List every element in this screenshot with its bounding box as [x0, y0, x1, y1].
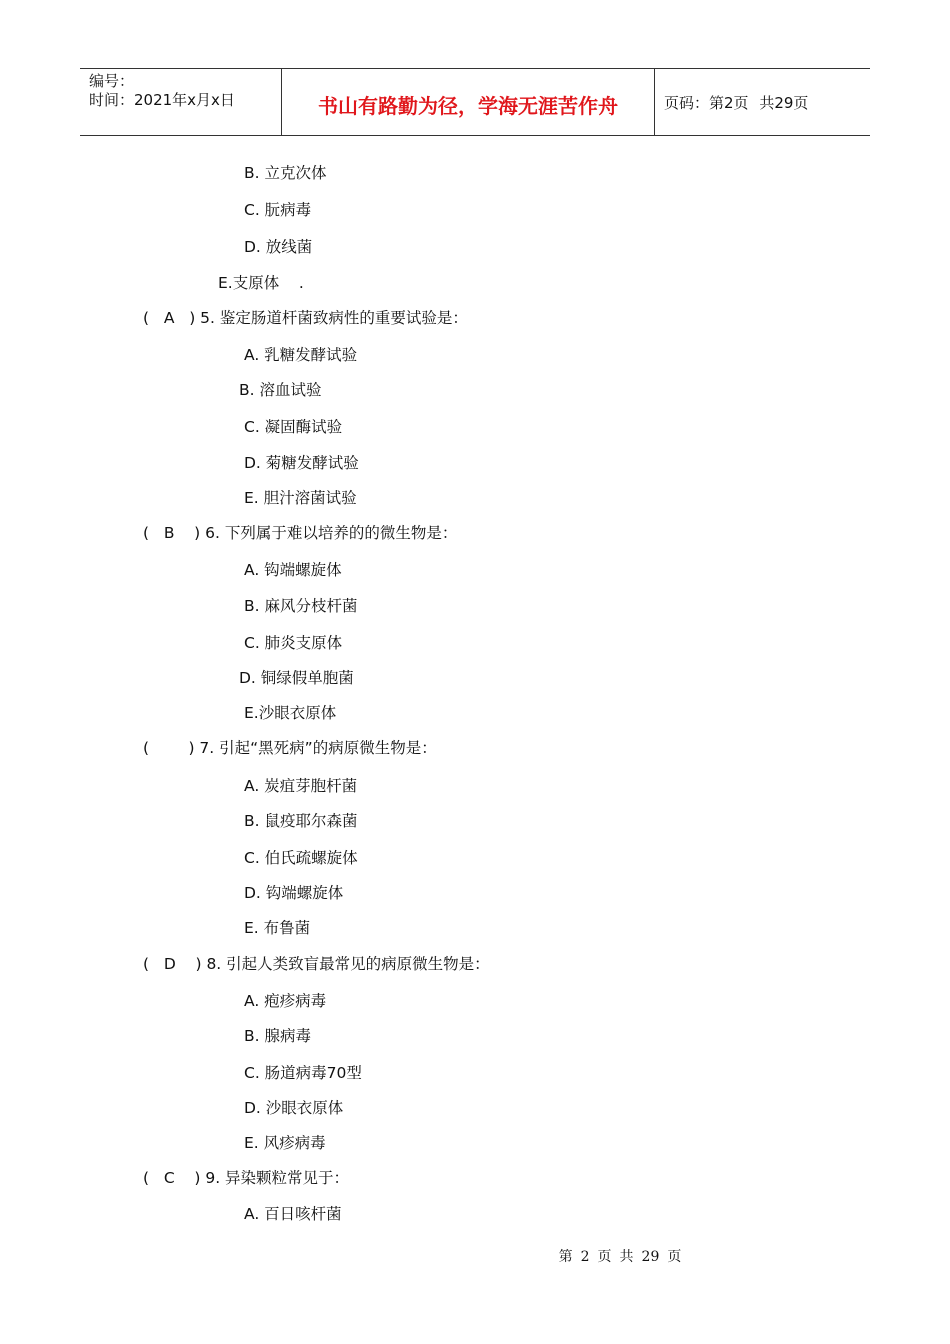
answer-option: D. 沙眼衣原体 — [244, 1099, 344, 1117]
answer-option: A. 疱疹病毒 — [244, 992, 327, 1010]
question-stem: ( D ) 8. 引起人类致盲最常见的病原微生物是： — [143, 955, 490, 973]
answer-option: D. 菊糖发酵试验 — [244, 454, 359, 472]
question-stem: ( C ) 9. 异染颗粒常见于： — [143, 1169, 350, 1187]
answer-option: B. 溶血试验 — [239, 381, 322, 399]
question-stem: ( B ) 6. 下列属于难以培养的的微生物是： — [143, 524, 458, 542]
footer-ye: 页 — [597, 1249, 612, 1265]
answer-option: B. 腺病毒 — [244, 1027, 311, 1045]
answer-option: D. 铜绿假单胞菌 — [239, 669, 354, 687]
question-stem: ( ) 7. 引起“黑死病”的病原微生物是： — [143, 739, 437, 757]
footer-total-pages: 29 — [641, 1249, 660, 1265]
answer-option: C. 肺炎支原体 — [244, 634, 343, 652]
answer-option: A. 百日咳杆菌 — [244, 1205, 342, 1223]
answer-option: E. 布鲁菌 — [244, 919, 311, 937]
question-stem: ( A ) 5. 鉴定肠道杆菌致病性的重要试验是： — [143, 309, 468, 327]
answer-option: C. 伯氏疏螺旋体 — [244, 849, 358, 867]
footer-page-number: 2 — [580, 1249, 590, 1265]
answer-option: C. 朊病毒 — [244, 201, 312, 219]
answer-option: C. 凝固酶试验 — [244, 418, 343, 436]
page-footer — [0, 1246, 950, 1266]
answer-option: A. 钩端螺旋体 — [244, 561, 342, 579]
answer-option: C. 肠道病毒70型 — [244, 1064, 362, 1082]
document-time-label: 时间：2021年x月x日 — [89, 91, 235, 109]
answer-option: A. 炭疽芽胞杆菌 — [244, 777, 358, 795]
answer-option: E.沙眼衣原体 — [244, 704, 337, 722]
footer-gong: 共 — [619, 1249, 634, 1265]
page-header — [80, 68, 870, 136]
answer-option: D. 钩端螺旋体 — [244, 884, 344, 902]
answer-option: D. 放线菌 — [244, 238, 313, 256]
document-number-label: 编号： — [89, 72, 135, 90]
answer-option: A. 乳糖发酵试验 — [244, 346, 358, 364]
answer-option: E. 风疹病毒 — [244, 1134, 326, 1152]
footer-di: 第 — [558, 1249, 573, 1265]
footer-ye2: 页 — [667, 1249, 682, 1265]
answer-option: B. 立克次体 — [244, 164, 327, 182]
header-page-label: 页码：第2页 — [664, 94, 749, 112]
header-page-info — [655, 69, 870, 135]
header-left-cell — [80, 69, 282, 135]
answer-option: B. 鼠疫耶尔森菌 — [244, 812, 358, 830]
answer-option: B. 麻风分枝杆菌 — [244, 597, 358, 615]
answer-option: E.支原体 . — [218, 274, 304, 292]
answer-option: E. 胆汁溶菌试验 — [244, 489, 357, 507]
header-motto: 书山有路勤为径，学海无涯苦作舟 — [282, 69, 655, 135]
header-total-label: 共29页 — [759, 94, 809, 112]
